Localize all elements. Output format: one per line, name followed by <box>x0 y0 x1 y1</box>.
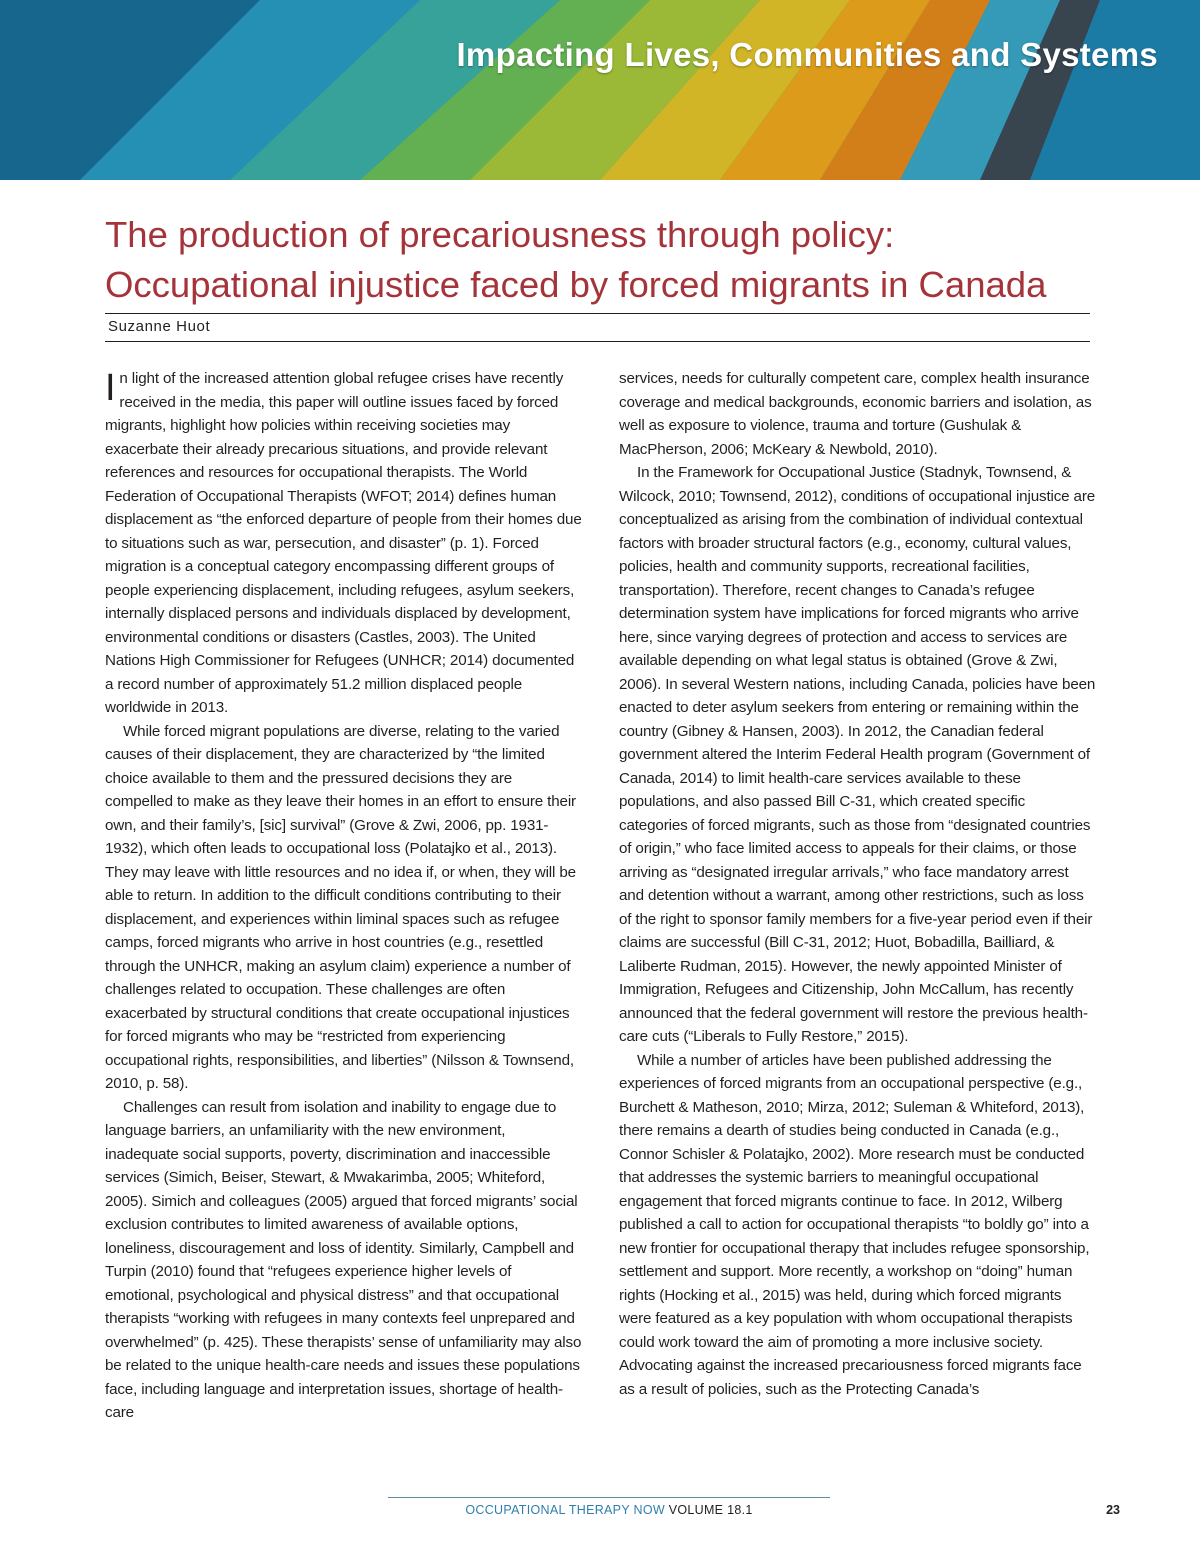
body-paragraph <box>105 367 583 720</box>
article-title-line-1: The production of precariousness through policy: <box>105 214 895 255</box>
journal-name: OCCUPATIONAL THERAPY NOW <box>465 1503 665 1517</box>
journal-volume: VOLUME 18.1 <box>668 1503 753 1517</box>
article-title-line-2: Occupational injustice faced by forced migrants in Canada <box>105 264 1047 305</box>
author-name: Suzanne Huot <box>108 318 211 335</box>
drop-cap: I <box>105 367 116 409</box>
body-paragraph: services, needs for culturally competent care, complex health insurance coverage and medical backgrounds, economic barriers and isolation, as well as exposure to violence, trauma and torture (Gushulak & MacPherson, 2006; McKeary & Newbold, 2010). <box>619 370 1092 458</box>
footer-rule <box>388 1497 830 1498</box>
title-rule-bottom <box>105 341 1090 342</box>
banner-graphic <box>0 0 1200 180</box>
body-column-right <box>619 367 1097 1401</box>
title-rule-top <box>105 313 1090 314</box>
section-banner-title: Impacting Lives, Communities and Systems <box>456 36 1158 73</box>
body-paragraph: While forced migrant populations are diverse, relating to the varied causes of their displacement, they are characterized by “the limited choice available to them and the pressured decisions they are compelled to make as they leave their homes in an effort to ensure their own, and their family’s, [sic] survival” (Grove & Zwi, 2006, pp. 1931-1932), which often leads to occupational loss (Polatajko et al., 2013). They may leave with little resources and no idea if, or when, they will be able to return. In addition to the difficult conditions contributing to their displacement, and experiences within liminal spaces such as refugee camps, forced migrants who arrive in host countries (e.g., resettled through the UNHCR, making an asylum claim) experience a number of challenges related to occupation. These challenges are often exacerbated by structural conditions that create occupational injustices for forced migrants who may be “restricted from experiencing occupational rights, responsibilities, and liberties” (Nilsson & Townsend, 2010, p. 58). <box>105 722 576 1092</box>
header-banner <box>0 0 1200 180</box>
body-paragraph: Challenges can result from isolation and inability to engage due to language barriers, an unfamiliarity with the new environment, inadequate social supports, poverty, discrimination and inaccessible services (Simich, Beiser, Stewart, & Mwakarimba, 2005; Whiteford, 2005). Simich and colleagues (2005) argued that forced migrants’ social exclusion contributes to limited awareness of available options, loneliness, discouragement and loss of identity. Similarly, Campbell and Turpin (2010) found that “refugees experience higher levels of emotional, psychological and physical distress” and that occupational therapists “working with refugees in many contexts feel unprepared and overwhelmed” (p. 425). These therapists’ sense of unfamiliarity may also be related to the unique health-care needs and issues these populations face, including language and interpretation issues, shortage of health-care <box>105 1098 582 1421</box>
page-number: 23 <box>1106 1503 1120 1517</box>
body-paragraph: While a number of articles have been published addressing the experiences of forced migrants from an occupational perspective (e.g., Burchett & Matheson, 2010; Mirza, 2012; Suleman & Whiteford, 2013), there remains a dearth of studies being conducted in Canada (e.g., Connor Schisler & Polatajko, 2002). More research must be conducted that addresses the systemic barriers to meaningful occupational engagement that forced migrants continue to face. In 2012, Wilberg published a call to action for occupational therapists “to boldly go” into a new frontier for occupational therapy that includes refugee sponsorship, settlement and support. More recently, a workshop on “doing” human rights (Hocking et al., 2015) was held, during which forced migrants were featured as a key population with whom occupational therapists could work toward the aim of promoting a more inclusive society. Advocating against the increased precariousness forced migrants face as a result of policies, such as the Protecting Canada’s <box>619 1051 1090 1398</box>
body-column-left <box>105 367 583 1425</box>
footer-journal-info <box>388 1503 830 1517</box>
article-title <box>105 210 1105 310</box>
body-paragraph: In the Framework for Occupational Justice (Stadnyk, Townsend, & Wilcock, 2010; Townsend, 2012), conditions of occupational injustice are conceptualized as arising from the combination of individual contextual factors with broader structural factors (e.g., economy, cultural values, policies, health and community supports, recreational facilities, transportation). Therefore, recent changes to Canada’s refugee determination system have implications for forced migrants who arrive here, since varying degrees of protection and access to services are available depending on what legal status is obtained (Grove & Zwi, 2006). In several Western nations, including Canada, policies have been enacted to deter asylum seekers from entering or remaining within the country (Gibney & Hansen, 2003). In 2012, the Canadian federal government altered the Interim Federal Health program (Government of Canada, 2014) to limit health-care services available to these populations, and also passed Bill C-31, which created specific categories of forced migrants, such as those from “designated countries of origin,” who face limited access to appeals for their claims, or those arriving as “designated irregular arrivals,” who face mandatory arrest and detention without a warrant, among other restrictions, such as loss of the right to sponsor family members for a five-year period even if their claims are successful (Bill C-31, 2012; Huot, Bobadilla, Bailliard, & Laliberte Rudman, 2015). However, the newly appointed Minister of Immigration, Refugees and Citizenship, John McCallum, has recently announced that the federal government will restore the previous health-care cuts (“Liberals to Fully Restore,” 2015). <box>619 464 1096 1045</box>
paragraph-text: n light of the increased attention global refugee crises have recently received in the media, this paper will outline issues faced by forced migrants, highlight how policies within receiving societies may exacerbate their already precarious situations, and provide relevant references and resources for occupational therapists. The World Federation of Occupational Therapists (WFOT; 2014) defines human displacement as “the enforced departure of people from their homes due to situations such as war, persecution, and disaster” (p. 1). Forced migration is a conceptual category encompassing different groups of people experiencing displacement, including refugees, asylum seekers, internally displaced persons and individuals displaced by development, environmental conditions or disasters (Castles, 2003). The United Nations High Commissioner for Refugees (UNHCR; 2014) documented a record number of approximately 51.2 million displaced people worldwide in 2013. <box>105 370 582 716</box>
